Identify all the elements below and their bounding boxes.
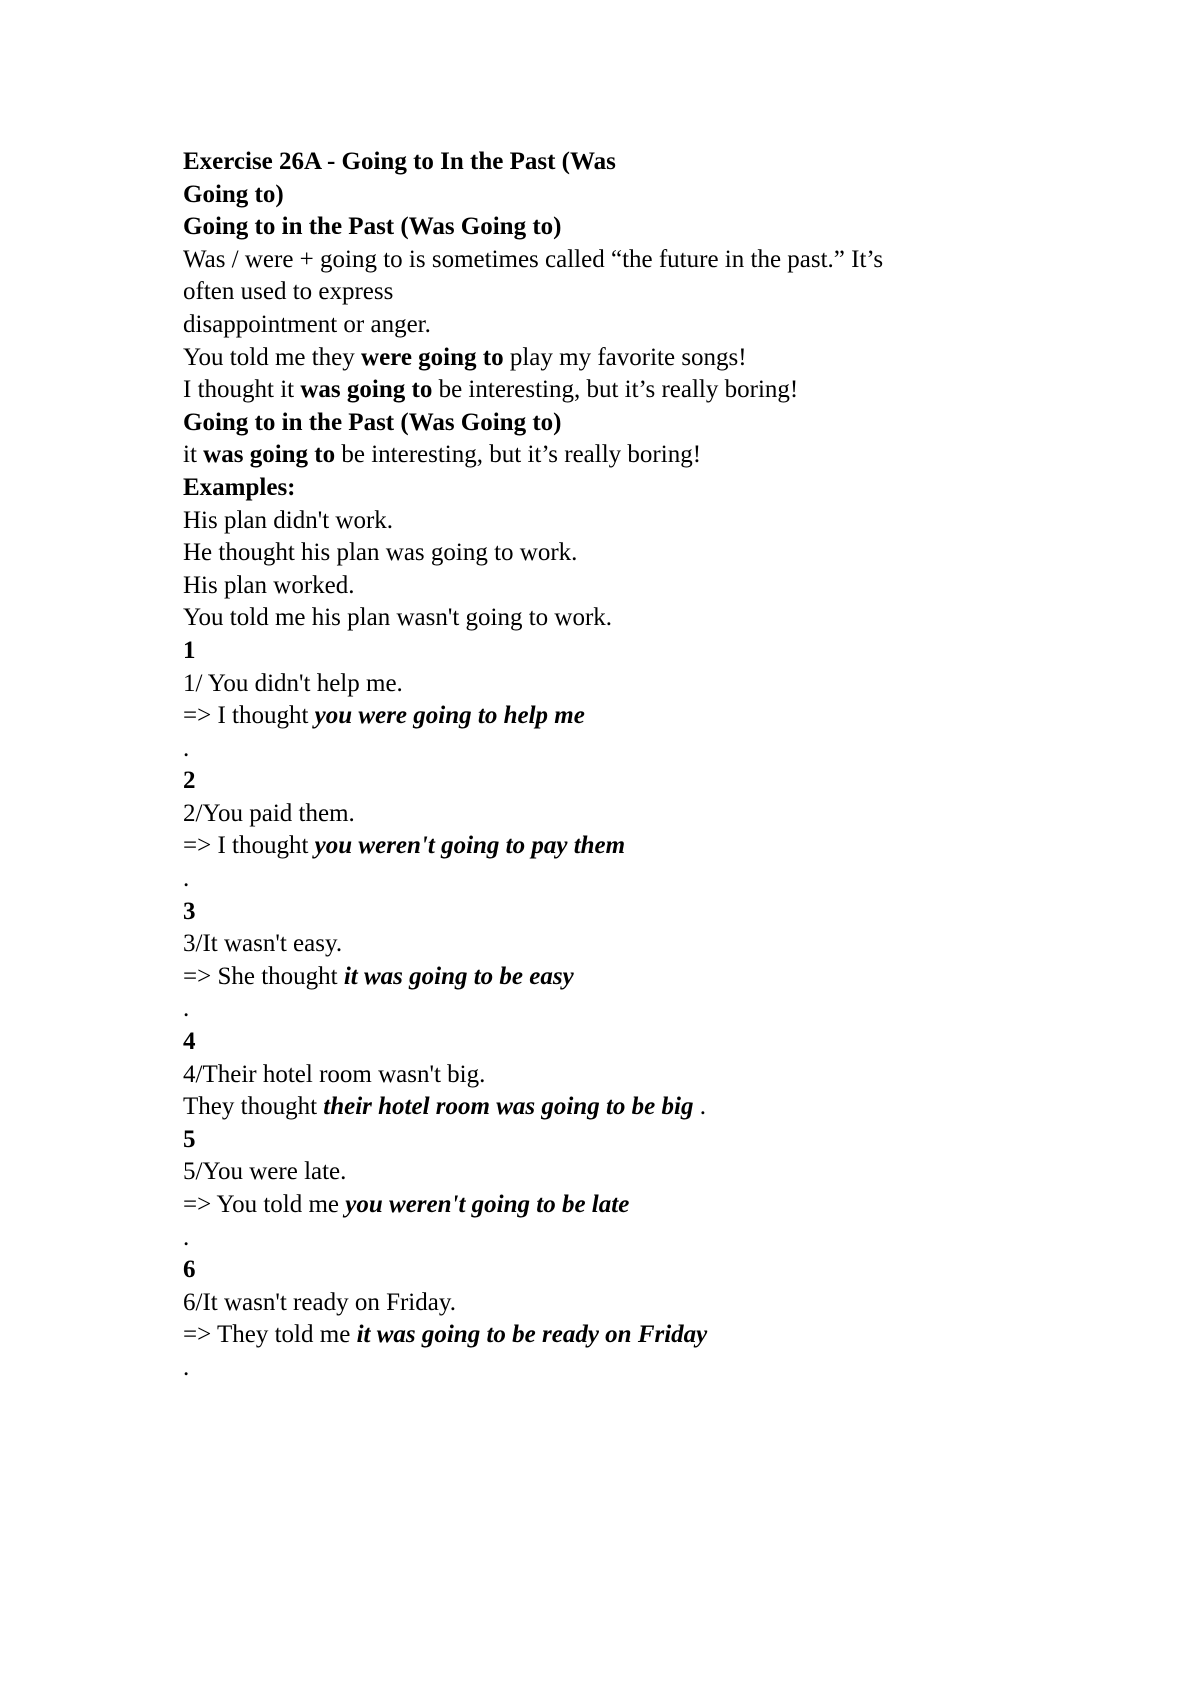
exercise-prompt: 2/You paid them.: [183, 799, 355, 827]
examples-label: Examples:: [183, 473, 296, 501]
example-item: His plan didn't work.: [183, 506, 394, 534]
exercise-period: .: [183, 734, 190, 762]
exercise-period: .: [183, 865, 190, 893]
example-sentence-1-after: play my favorite songs!: [503, 343, 747, 371]
exercise-tail: .: [693, 1093, 706, 1121]
exercise-lead: => They told me: [183, 1321, 357, 1349]
exercise-lead: => I thought: [183, 832, 315, 860]
exercise-answer-line: [183, 830, 1043, 863]
exercise-period: .: [183, 995, 190, 1023]
example-sentence-1-bold: were going to: [361, 343, 504, 371]
exercise-number: 3: [183, 897, 196, 925]
document-content: [183, 146, 1043, 1385]
section-heading-repeat: Going to in the Past (Was Going to): [183, 408, 562, 436]
example-sentence-2-after: be interesting, but it’s really boring!: [432, 376, 799, 404]
exercise-number: 6: [183, 1256, 196, 1284]
exercise-answer-line: [183, 961, 1043, 994]
section-heading: Going to in the Past (Was Going to): [183, 213, 562, 241]
exercise-prompt: 6/It wasn't ready on Friday.: [183, 1288, 456, 1316]
example-sentence-1: [183, 342, 1043, 375]
example-sentence-2-before: I thought it: [183, 376, 301, 404]
example-sentence-3-bold: was going to: [203, 441, 336, 469]
exercise-lead: They thought: [183, 1093, 324, 1121]
example-item: You told me his plan wasn't going to work.: [183, 604, 613, 632]
exercise-answer: you weren't going to pay them: [314, 832, 626, 860]
exercise-answer-line: [183, 1319, 1043, 1352]
exercise-prompt: 1/ You didn't help me.: [183, 669, 403, 697]
exercise-answer-line: [183, 700, 1043, 733]
example-sentence-2-bold: was going to: [300, 376, 433, 404]
exercise-period: .: [183, 1353, 190, 1381]
example-sentence-2: [183, 374, 1043, 407]
exercise-answer-line: [183, 1189, 1043, 1222]
exercise-answer: you weren't going to be late: [345, 1191, 630, 1218]
intro-line-2: often used to express: [183, 278, 394, 306]
intro-line-1: Was / were + going to is sometimes called “the future in the past.” It’s: [183, 245, 884, 273]
exercise-number: 2: [183, 767, 196, 795]
example-sentence-3-after: be interesting, but it’s really boring!: [335, 441, 702, 469]
exercise-answer: you were going to help me: [314, 702, 585, 730]
exercise-answer: it was going to be ready on Friday: [356, 1321, 708, 1349]
exercise-period: .: [183, 1223, 190, 1251]
exercise-number: 1: [183, 636, 196, 664]
exercise-answer: their hotel room was going to be big: [323, 1093, 694, 1121]
example-sentence-1-before: You told me they: [183, 343, 362, 371]
exercise-answer: it was going to be easy: [343, 962, 574, 990]
exercise-lead: => You told me: [183, 1191, 346, 1218]
exercise-prompt: 4/Their hotel room wasn't big.: [183, 1060, 486, 1088]
title-line-2: Going to): [183, 180, 284, 208]
exercise-prompt: 3/It wasn't easy.: [183, 930, 343, 958]
title-line-1: Exercise 26A - Going to In the Past (Was: [183, 148, 616, 175]
example-item: He thought his plan was going to work.: [183, 539, 578, 567]
example-sentence-3: [183, 439, 1043, 472]
exercise-answer-line: [183, 1091, 1043, 1124]
example-sentence-3-before: it: [183, 441, 204, 469]
exercise-number: 4: [183, 1028, 196, 1056]
exercise-prompt: 5/You were late.: [183, 1158, 347, 1186]
exercise-lead: => I thought: [183, 702, 315, 730]
exercise-lead: => She thought: [183, 962, 344, 990]
intro-line-3: disappointment or anger.: [183, 310, 431, 338]
exercise-number: 5: [183, 1125, 196, 1153]
example-item: His plan worked.: [183, 571, 355, 599]
